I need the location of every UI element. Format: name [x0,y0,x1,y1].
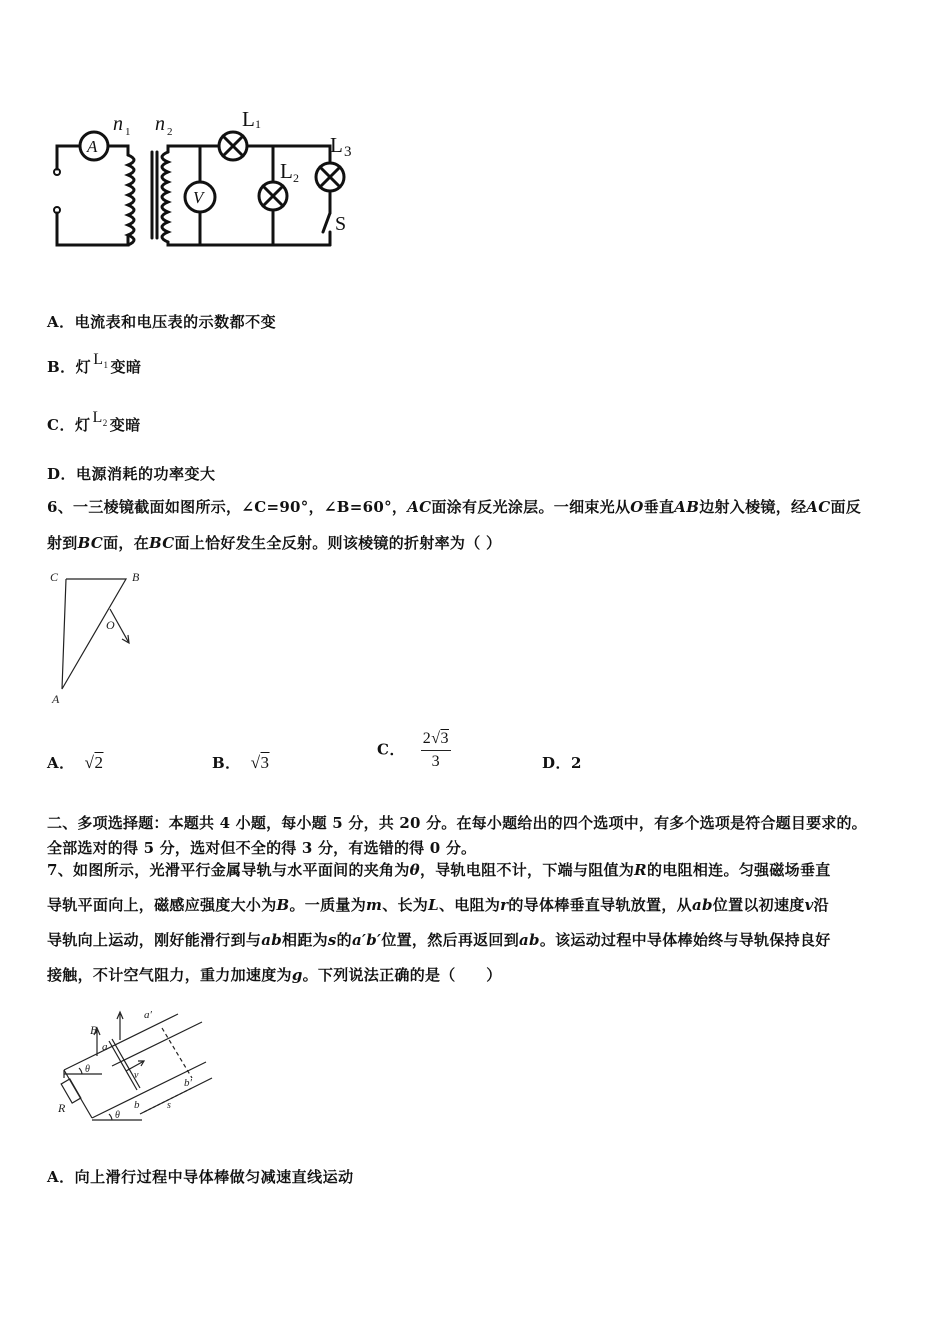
voltmeter-symbol: V [193,188,204,207]
label-l3-sub: 3 [344,144,352,160]
inclined-rail-figure [52,1008,222,1133]
q5-option-b [47,351,142,378]
q6-option-d: D．2 [542,754,582,772]
point-a-label: a [102,1041,108,1053]
q6-option-c: C． $\frac{2√3}{3}$ [377,730,449,770]
q6-stem [47,489,917,561]
vertex-b-label: B [132,570,140,584]
q5-option-b-suffix: 变暗 [110,358,142,376]
q5-option-c [47,409,141,436]
q5-option-a: A．电流表和电压表的示数都不变 [47,313,277,331]
q6-option-a: A． √2 [47,753,104,772]
label-n2-sub: 2 [167,126,173,138]
label-l3: L [330,133,343,157]
q6-line-2: 射到BC面，在BC面上恰好发生全反射。则该棱镜的折射率为（ ） [47,534,502,552]
vertex-a-label: A [52,692,60,706]
label-switch: S [335,213,347,235]
q6-option-b: B． √3 [212,753,270,772]
q7-line-4: 接触，不计空气阻力，重力加速度为g。下列说法正确的是（ ） [47,966,502,984]
transformer-circuit-figure [40,100,370,260]
q5-option-b-lamp-sub: 1 [103,360,109,371]
q5-option-b-prefix: B．灯 [47,358,92,376]
q7-option-a: A．向上滑行过程中导体棒做匀减速直线运动 [47,1168,354,1186]
q7-line-2: 导轨平面向上，磁感应强度大小为B。一质量为m、长为L、电阻为r的导体棒垂直导轨放置，从ab位置以初速度v沿 [47,896,829,914]
prism-figure [40,565,160,710]
label-l2: L [280,159,293,183]
point-b-label: b [134,1099,140,1111]
q7-line-1: 7、如图所示，光滑平行金属导轨与水平面间的夹角为θ，导轨电阻不计，下端与阻值为R的电阻相连。匀强磁场垂直 [47,861,831,879]
q5-option-d: D．电源消耗的功率变大 [47,465,216,483]
q5-option-c-lamp: L [92,409,103,426]
q6-line-1: 6、一三棱镜截面如图所示，∠C=90°，∠B=60°，AC面涂有反光涂层。一细束光从O垂直AB边射入棱镜，经AC面反 [47,498,862,516]
angle-theta-upper: θ [85,1064,90,1075]
distance-s-label: s [167,1100,171,1111]
q5-option-c-prefix: C．灯 [47,416,91,434]
label-l2-sub: 2 [293,171,299,185]
label-l1: L [242,107,255,131]
point-o-label: O [106,618,115,632]
q5-option-b-lamp: L [93,351,104,368]
q5-option-c-suffix: 变暗 [109,416,141,434]
q5-option-c-lamp-sub: 2 [102,418,108,429]
vertex-c-label: C [50,570,59,584]
label-n1: n [113,113,123,135]
q7-stem [47,853,917,993]
field-b-label: B [90,1023,98,1037]
q7-line-3: 导轨向上运动，刚好能滑行到与ab相距为s的a′b′位置，然后再返回到ab。该运动过程中导体棒始终与导轨保持良好 [47,931,831,949]
resistor-r-label: R [58,1101,66,1115]
section-2-line-2: 全部选对的得 5 分，选对但不全的得 3 分，有选错的得 0 分。 [47,839,477,857]
label-n2: n [155,113,165,135]
point-a-prime-label: a′ [144,1009,152,1021]
label-l1-sub: 1 [255,117,261,131]
angle-theta-lower: θ [115,1110,120,1121]
point-b-prime-label: b′ [184,1077,192,1089]
velocity-v-label: v [134,1070,139,1081]
label-n1-sub: 1 [125,126,131,138]
ammeter-symbol: A [87,137,98,156]
section-2-line-1: 二、多项选择题：本题共 4 小题，每小题 5 分，共 20 分。在每小题给出的四个选项中，有多个选项是符合题目要求的。 [47,814,867,832]
